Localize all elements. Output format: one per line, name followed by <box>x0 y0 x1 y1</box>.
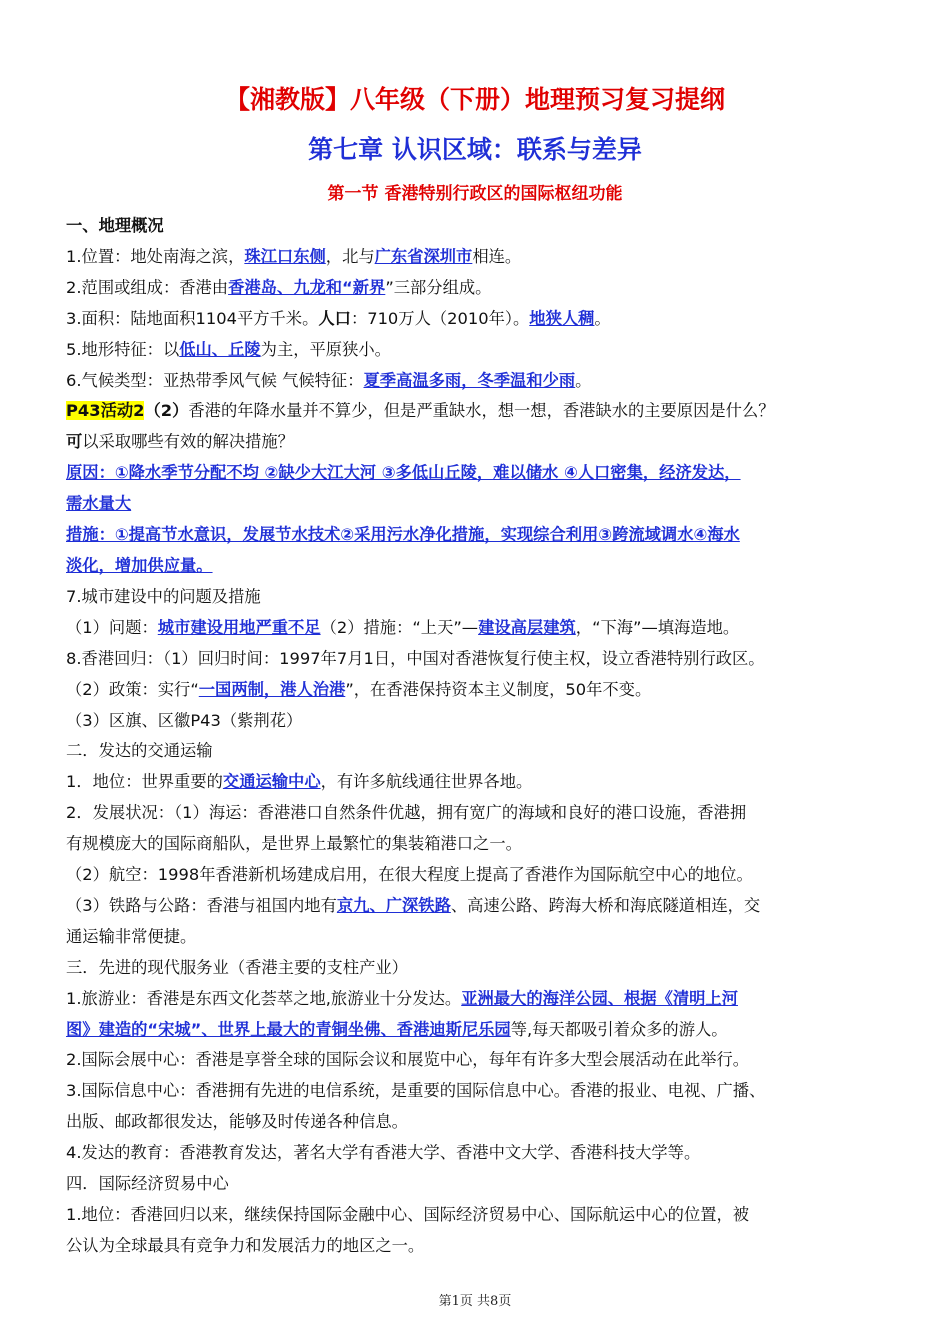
item-aviation: （2）航空：1998年香港新机场建成启用，在很大程度上提高了香港作为国际航空中心的地位。 <box>66 865 753 885</box>
item-location: 1.位置：地处南海之滨，珠江口东侧，北与广东省深圳市相连。 <box>66 246 522 266</box>
activity-question-cont: 可以采取哪些有效的解决措施？ <box>66 432 294 452</box>
item-transport-status: 1．地位：世界重要的交通运输中心，有许多航线通往世界各地。 <box>66 772 533 792</box>
item-transport-development-cont: 有规模庞大的国际商船队，是世界上最繁忙的集装箱港口之一。 <box>66 834 522 854</box>
section-title: 第一节 香港特别行政区的国际枢纽功能 <box>327 184 623 204</box>
answer-measures: 措施：①提高节水意识，发展节水技术②采用污水净化措施，实现综合利用③跨流域调水④海水 <box>66 525 740 545</box>
item-terrain: 5.地形特征：以低山、丘陵为主，平原狭小。 <box>66 339 391 359</box>
outline-body <box>66 211 896 1262</box>
item-trade-status: 1.地位：香港回归以来，继续保持国际金融中心、国际经济贸易中心、国际航运中心的位置，被 <box>66 1205 750 1224</box>
item-exhibition: 2.国际会展中心：香港是享誉全球的国际会议和展览中心，每年有许多大型会展活动在此举行。 <box>66 1050 750 1070</box>
item-flag-emblem: （3）区旗、区徽P43（紫荆花） <box>66 710 303 730</box>
heading-geography-overview: 一、地理概况 <box>66 216 164 235</box>
item-composition: 2.范围或组成：香港由香港岛、九龙和“新界”三部分组成。 <box>66 277 492 297</box>
item-tourism: 1.旅游业：香港是东西文化荟萃之地,旅游业十分发达。亚洲最大的海洋公园、根据《清明上河 <box>66 988 738 1008</box>
item-handover: 8.香港回归：（1）回归时间：1997年7月1日，中国对香港恢复行使主权，设立香港特别行政区。 <box>66 648 765 668</box>
item-climate: 6.气候类型：亚热带季风气候 气候特征：夏季高温多雨，冬季温和少雨。 <box>66 370 592 390</box>
heading-services: 三．先进的现代服务业（香港主要的支柱产业） <box>66 957 408 977</box>
answer-measures-cont: 淡化，增加供应量。 <box>66 555 213 575</box>
item-urban-construction: 7.城市建设中的问题及措施 <box>66 586 261 606</box>
chapter-title: 第七章 认识区域：联系与差异 <box>308 135 642 164</box>
item-transport-development: 2．发展状况：（1）海运：香港港口自然条件优越，拥有宽广的海域和良好的港口设施，香港拥 <box>66 803 747 823</box>
item-urban-problem: （1）问题：城市建设用地严重不足（2）措施：“上天”—建设高层建筑，“下海”—填海造地。 <box>66 617 740 637</box>
main-title: 【湘教版】八年级（下册）地理预习复习提纲 <box>224 85 725 114</box>
activity-tag: P43活动2 <box>66 401 145 421</box>
item-rail-road: （3）铁路与公路：香港与祖国内地有京九、广深铁路、高速公路、跨海大桥和海底隧道相连，交 <box>66 895 761 915</box>
item-policy: （2）政策：实行“一国两制，港人治港”，在香港保持资本主义制度，50年不变。 <box>66 679 652 699</box>
heading-transport: 二．发达的交通运输 <box>66 741 213 761</box>
answer-reason-cont: 需水量大 <box>66 494 132 514</box>
item-information: 3.国际信息中心：香港拥有先进的电信系统，是重要的国际信息中心。香港的报业、电视、广播、 <box>66 1081 766 1101</box>
activity-question: P43活动2（2）香港的年降水量并不算少，但是严重缺水，想一想，香港缺水的主要原因是什么？ <box>66 401 775 421</box>
heading-trade-center: 四．国际经济贸易中心 <box>66 1174 229 1194</box>
item-area-population: 3.面积：陆地面积1104平方千米。人口：710万人（2010年）。地狭人稠。 <box>66 308 611 328</box>
item-education: 4.发达的教育：香港教育发达，著名大学有香港大学、香港中文大学、香港科技大学等。 <box>66 1143 701 1163</box>
item-information-cont: 出版、邮政都很发达，能够及时传递各种信息。 <box>66 1112 408 1132</box>
answer-reason: 原因：①降水季节分配不均 ②缺少大江大河 ③多低山丘陵，难以储水 ④人口密集，经济发达， <box>66 463 741 483</box>
page-number: 第1页 共8页 <box>438 1294 512 1309</box>
item-tourism-cont: 图》建造的“宋城”、世界上最大的青铜坐佛、香港迪斯尼乐园等,每天都吸引着众多的游人。 <box>66 1019 728 1039</box>
item-trade-status-cont: 公认为全球最具有竞争力和发展活力的地区之一。 <box>66 1235 425 1255</box>
item-rail-road-cont: 通运输非常便捷。 <box>66 926 197 946</box>
